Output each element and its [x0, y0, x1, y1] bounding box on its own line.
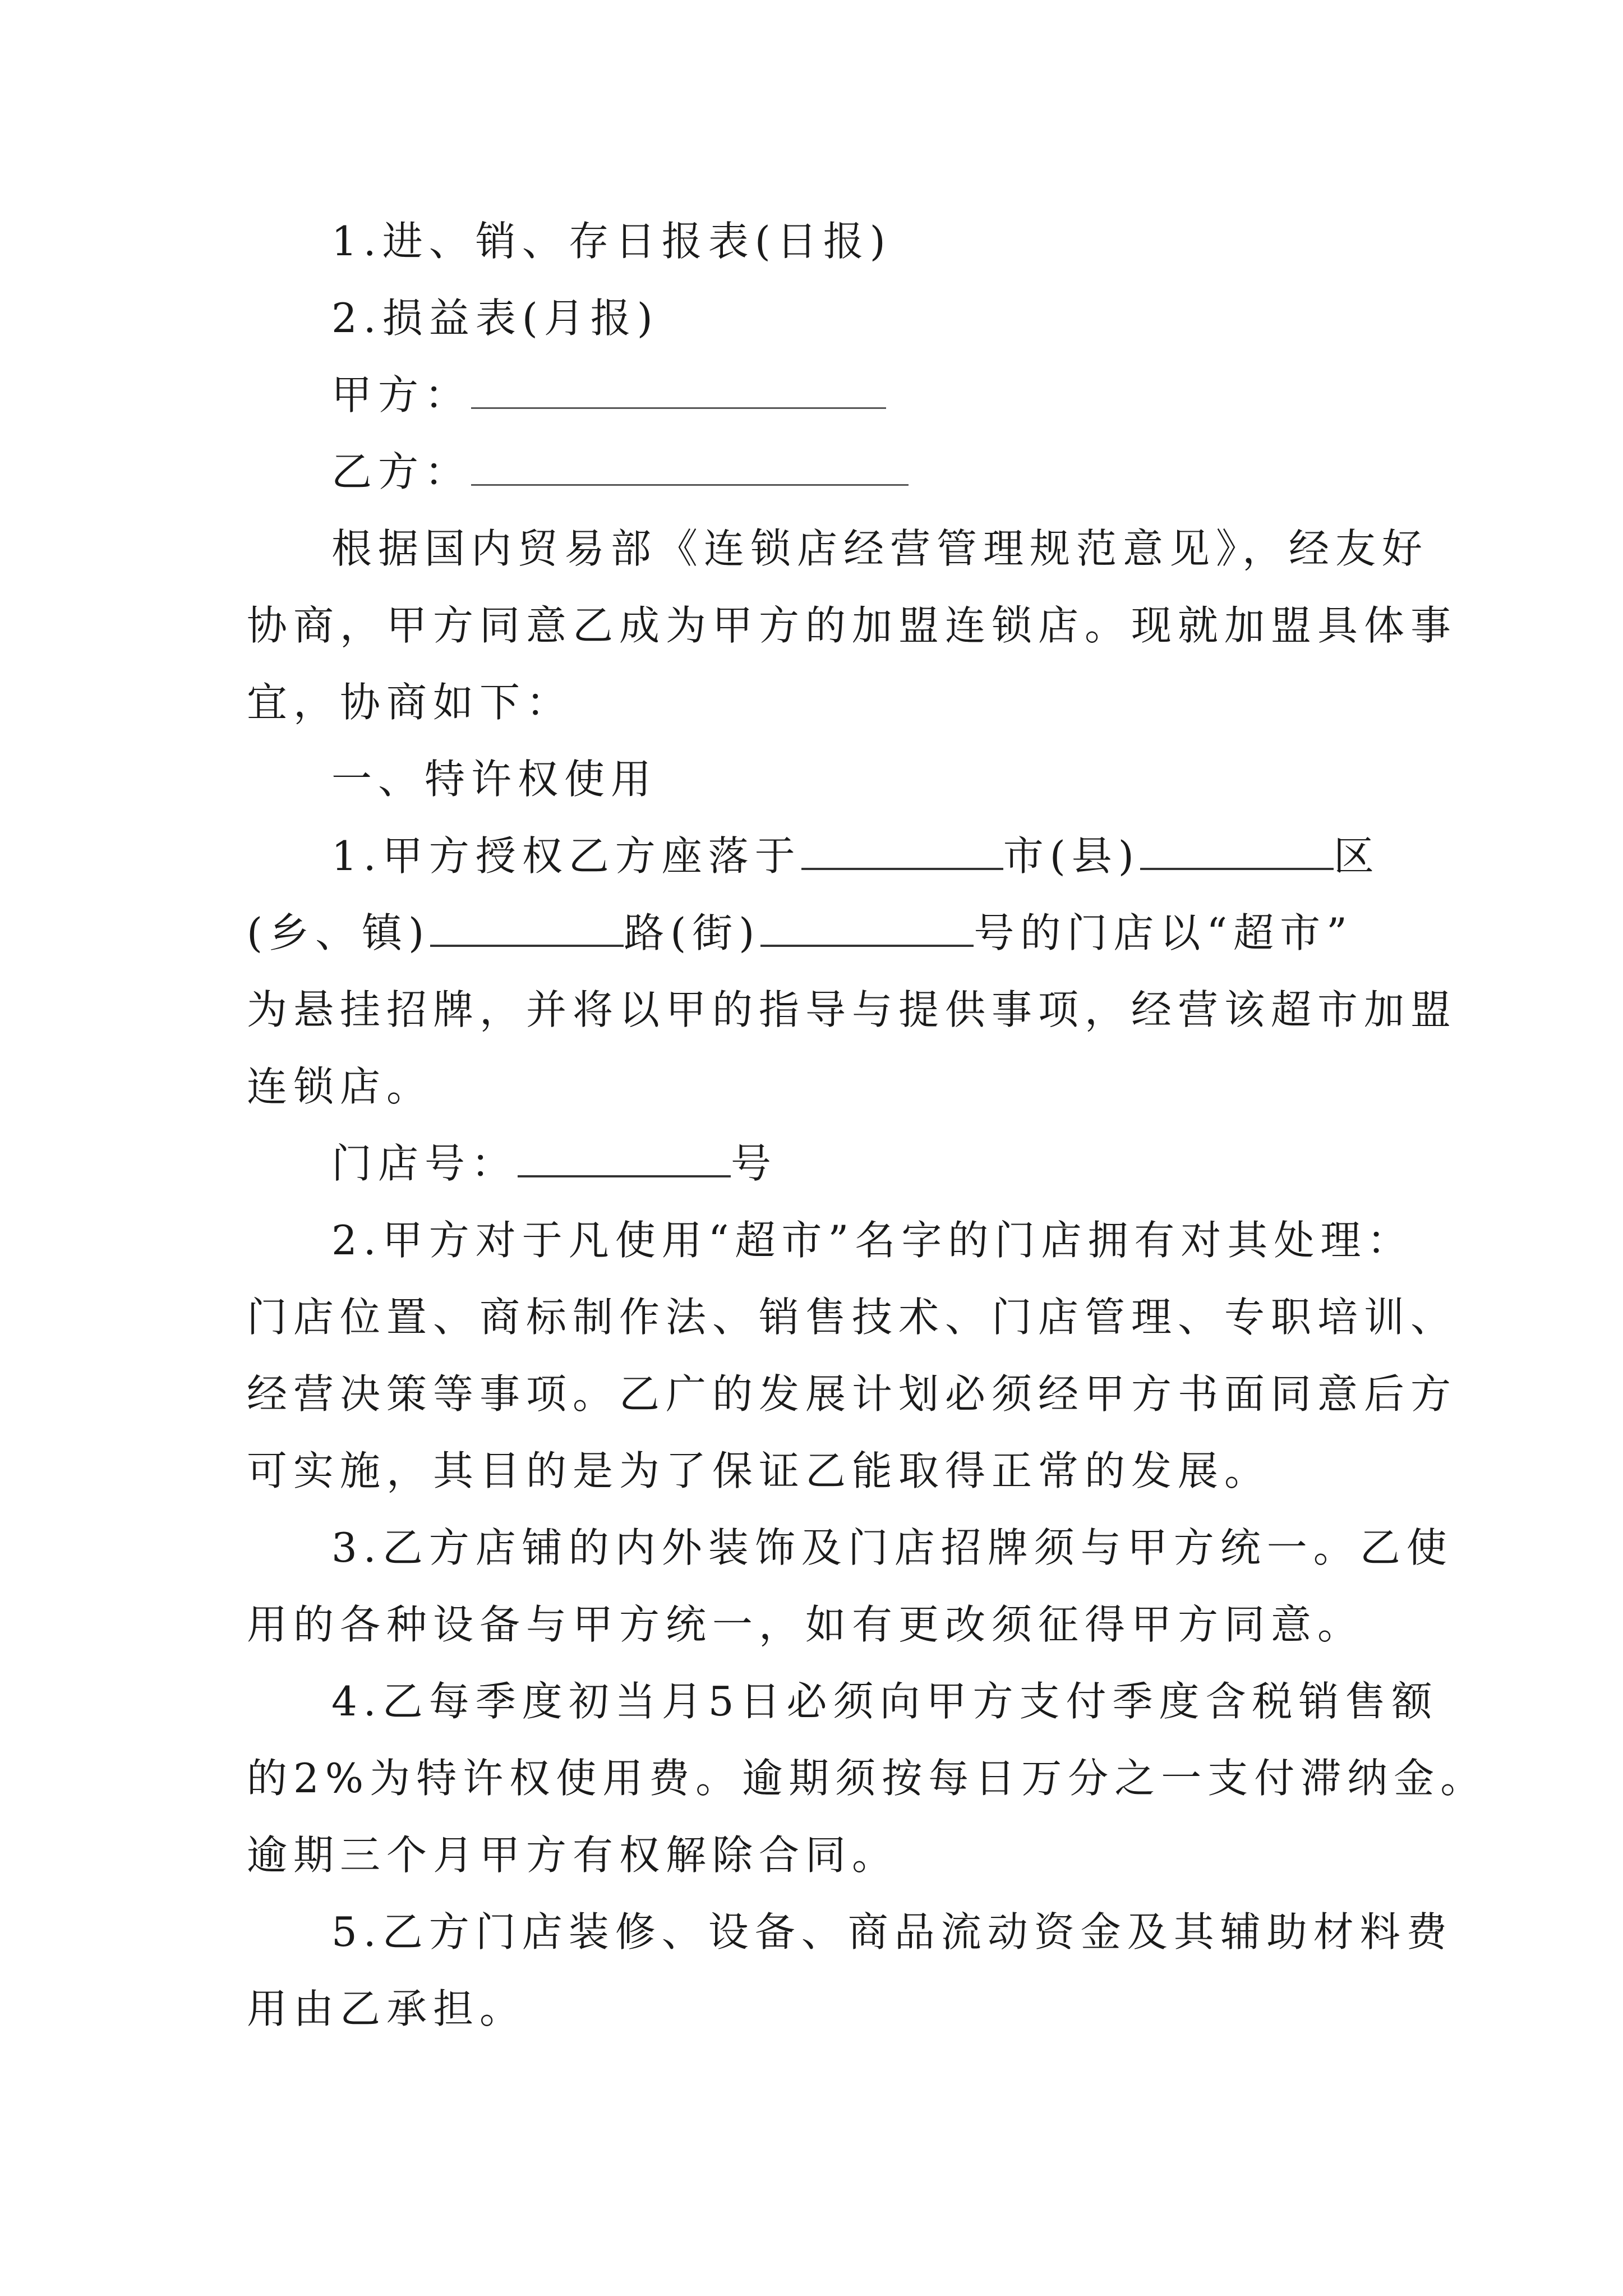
clause-1-text-e: 路(街)	[624, 909, 761, 956]
clause-3-line-2: 用的各种设备与甲方统一，如有更改须征得甲方同意。	[247, 1601, 1364, 1648]
clause-1-line-4: 连锁店。	[247, 1063, 434, 1110]
clause-2-line-2: 门店位置、商标制作法、销售技术、门店管理、专职培训、	[247, 1294, 1458, 1341]
party-a-signature-blank	[471, 371, 886, 409]
road-blank	[760, 909, 974, 947]
clause-1-line-3: 为悬挂招牌，并将以甲的指导与提供事项，经营该超市加盟	[247, 986, 1458, 1033]
party-b-label: 乙方：	[331, 448, 472, 495]
clause-1-line-2	[247, 905, 1353, 961]
store-number-line	[331, 1135, 777, 1191]
store-number-suffix: 号	[731, 1140, 778, 1187]
list-item-daily-report: 1.进、销、存日报表(日报)	[331, 218, 892, 265]
clause-5-line-1: 5.乙方门店装修、设备、商品流动资金及其辅助材料费	[331, 1908, 1453, 1955]
party-b-line	[331, 444, 909, 500]
township-blank	[430, 909, 624, 947]
clause-2-line-1: 2.甲方对于凡使用“超市”名字的门店拥有对其处理：	[331, 1217, 1414, 1264]
paragraph-intro-line-1: 根据国内贸易部《连锁店经营管理规范意见》，经友好	[331, 525, 1429, 572]
party-a-line	[331, 367, 886, 423]
clause-1-text-a: 1.甲方授权乙方座落于	[331, 832, 801, 880]
party-a-label: 甲方：	[331, 371, 472, 418]
clause-1-line-1	[331, 828, 1380, 884]
clause-1-text-d: (乡、镇)	[247, 909, 431, 956]
store-number-label: 门店号：	[331, 1140, 518, 1187]
list-item-profit-loss: 2.损益表(月报)	[331, 295, 659, 342]
clause-4-line-2: 的2%为特许权使用费。逾期须按每日万分之一支付滞纳金。	[247, 1755, 1487, 1802]
clause-1-text-c: 区	[1333, 832, 1380, 880]
district-blank	[1140, 832, 1334, 870]
clause-1-text-b: 市(县)	[1003, 832, 1140, 880]
city-blank	[801, 832, 1003, 870]
store-number-blank	[518, 1139, 731, 1177]
party-b-signature-blank	[471, 448, 909, 486]
clause-3-line-1: 3.乙方店铺的内外装饰及门店招牌须与甲方统一。乙使	[331, 1524, 1453, 1571]
paragraph-intro-line-3: 宜，协商如下：	[247, 679, 573, 726]
section-heading-franchise: 一、特许权使用	[331, 756, 658, 803]
clause-2-line-4: 可实施，其目的是为了保证乙能取得正常的发展。	[247, 1447, 1271, 1494]
clause-4-line-1: 4.乙每季度初当月5日必须向甲方支付季度含税销售额	[331, 1678, 1438, 1725]
clause-4-line-3: 逾期三个月甲方有权解除合同。	[247, 1832, 899, 1879]
paragraph-intro-line-2: 协商，甲方同意乙成为甲方的加盟连锁店。现就加盟具体事	[247, 602, 1458, 649]
clause-2-line-3: 经营决策等事项。乙广的发展计划必须经甲方书面同意后方	[247, 1370, 1458, 1418]
clause-5-line-2: 用由乙承担。	[247, 1985, 527, 2032]
clause-1-text-f: 号的门店以“超市”	[974, 909, 1353, 956]
